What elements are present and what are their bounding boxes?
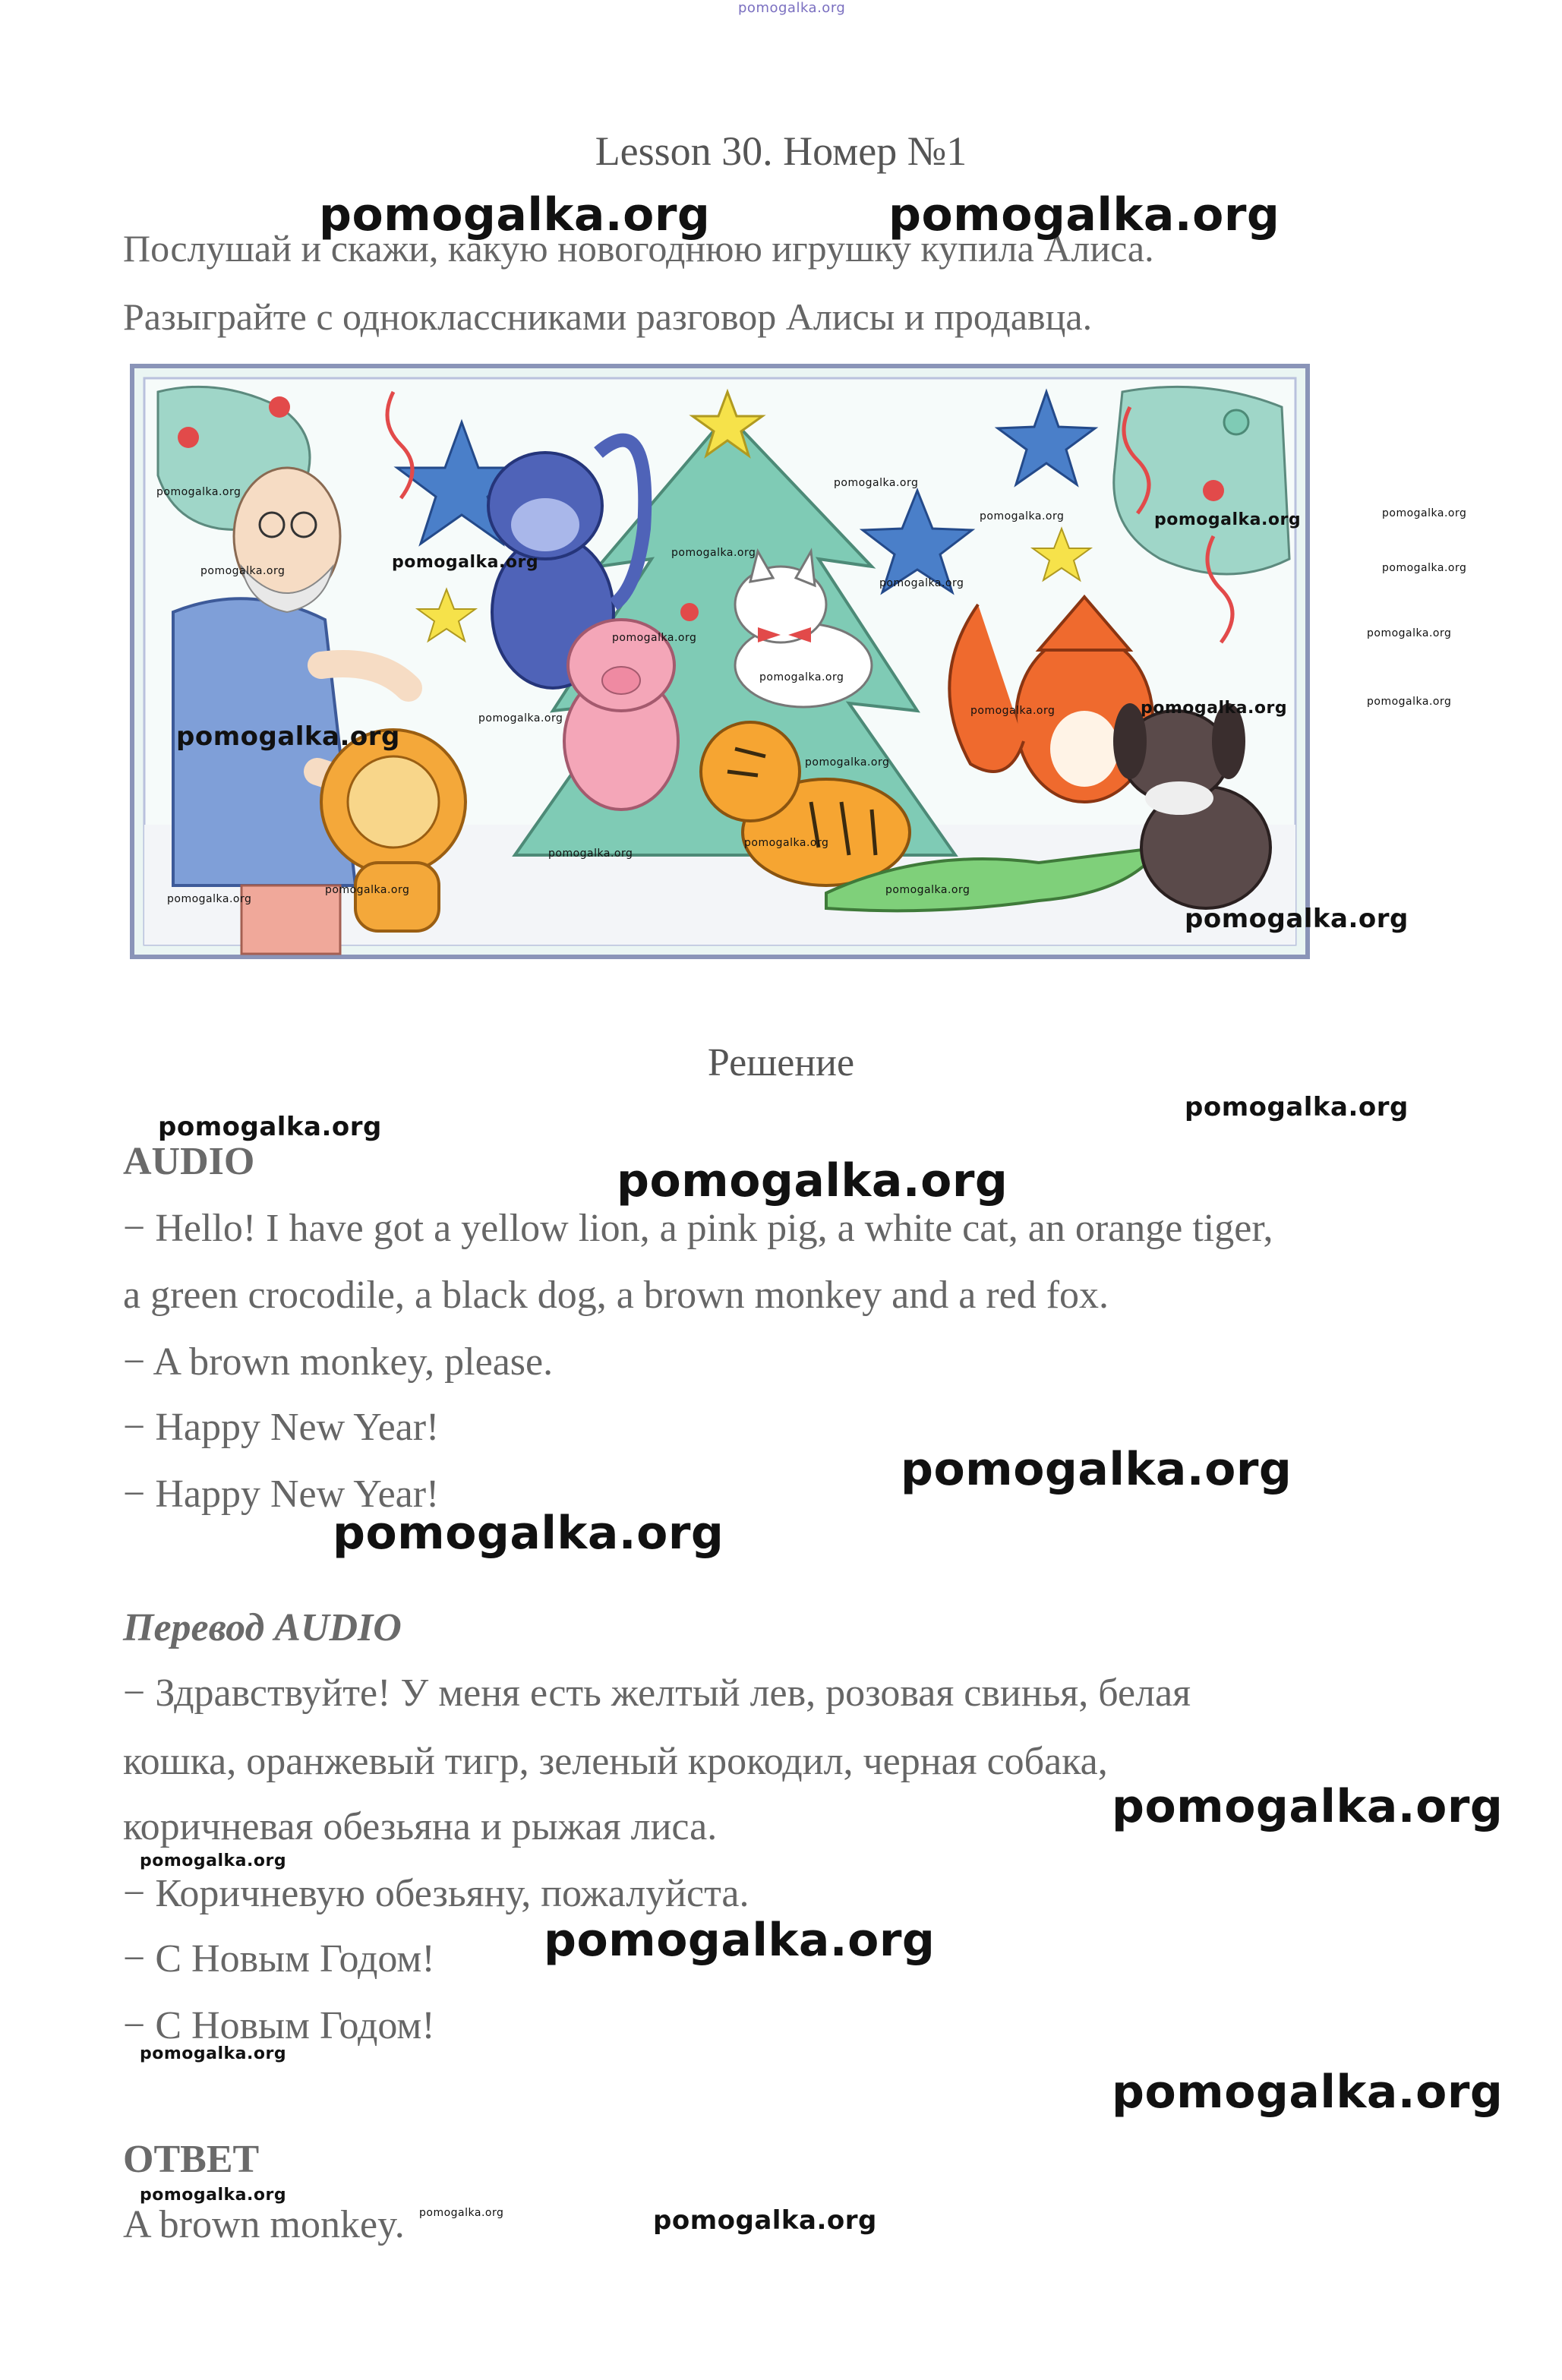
audio-line: − Happy New Year! bbox=[123, 1473, 440, 1516]
watermark: pomogalka.org bbox=[1112, 2066, 1504, 2119]
watermark: pomogalka.org bbox=[140, 1851, 287, 1870]
instruction-line-2: Разыграйте с одноклассниками разговор Алисы и продавца. bbox=[123, 295, 1093, 338]
illustration bbox=[128, 361, 1312, 961]
watermark: pomogalka.org bbox=[834, 477, 919, 489]
audio-line: − Happy New Year! bbox=[123, 1406, 440, 1449]
watermark: pomogalka.org bbox=[671, 547, 756, 559]
watermark: pomogalka.org bbox=[617, 1154, 1008, 1207]
translation-line: − С Новым Годом! bbox=[123, 1937, 435, 1981]
watermark: pomogalka.org bbox=[176, 721, 400, 752]
watermark: pomogalka.org bbox=[879, 577, 964, 589]
watermark: pomogalka.org bbox=[140, 2186, 287, 2205]
watermark: pomogalka.org bbox=[1185, 904, 1409, 934]
translation-line: − Здравствуйте! У меня есть желтый лев, розовая свинья, белая bbox=[123, 1671, 1191, 1715]
watermark: pomogalka.org bbox=[1382, 562, 1467, 574]
answer-text: A brown monkey. bbox=[123, 2203, 405, 2246]
watermark: pomogalka.org bbox=[1367, 696, 1452, 708]
watermark: pomogalka.org bbox=[1141, 699, 1288, 718]
watermark: pomogalka.org bbox=[167, 893, 252, 905]
watermark: pomogalka.org bbox=[759, 671, 844, 683]
watermark: pomogalka.org bbox=[325, 884, 410, 896]
watermark: pomogalka.org bbox=[901, 1443, 1292, 1496]
watermark: pomogalka.org bbox=[1154, 510, 1302, 529]
watermark: pomogalka.org bbox=[1382, 507, 1467, 519]
instruction-line-1: Послушай и скажи, какую новогоднюю игрушку купила Алиса. bbox=[123, 227, 1154, 270]
translation-line: − Коричневую обезьяну, пожалуйста. bbox=[123, 1872, 749, 1915]
watermark: pomogalka.org bbox=[612, 632, 697, 644]
watermark: pomogalka.org bbox=[888, 188, 1280, 241]
answer-heading: ОТВЕТ bbox=[123, 2138, 260, 2181]
watermark: pomogalka.org bbox=[392, 553, 539, 572]
watermark: pomogalka.org bbox=[200, 565, 286, 577]
watermark: pomogalka.org bbox=[333, 1507, 724, 1560]
watermark: pomogalka.org bbox=[419, 2207, 504, 2219]
translation-heading: Перевод AUDIO bbox=[123, 1606, 402, 1649]
watermark: pomogalka.org bbox=[885, 884, 970, 896]
translation-line: коричневая обезьяна и рыжая лиса. bbox=[123, 1805, 718, 1848]
watermark: pomogalka.org bbox=[140, 2044, 287, 2063]
watermark: pomogalka.org bbox=[1185, 1092, 1409, 1122]
audio-heading: AUDIO bbox=[123, 1140, 255, 1183]
watermark: pomogalka.org bbox=[805, 756, 890, 769]
translation-line: − С Новым Годом! bbox=[123, 2004, 435, 2047]
watermark: pomogalka.org bbox=[980, 510, 1065, 522]
watermark: pomogalka.org bbox=[653, 2205, 877, 2236]
audio-line: − Hello! I have got a yellow lion, a pink pig, a white cat, an orange tiger, bbox=[123, 1207, 1273, 1250]
audio-line: a green crocodile, a black dog, a brown monkey and a red fox. bbox=[123, 1274, 1109, 1317]
watermark: pomogalka.org bbox=[744, 837, 829, 849]
watermark: pomogalka.org bbox=[544, 1914, 936, 1967]
watermark: pomogalka.org bbox=[158, 1112, 382, 1142]
top-watermark: pomogalka.org bbox=[738, 0, 846, 16]
watermark: pomogalka.org bbox=[156, 486, 241, 498]
watermark: pomogalka.org bbox=[319, 188, 711, 241]
audio-line: − A brown monkey, please. bbox=[123, 1340, 554, 1384]
watermark: pomogalka.org bbox=[478, 712, 563, 724]
section-title: Решение bbox=[707, 1041, 855, 1084]
lesson-title: Lesson 30. Номер №1 bbox=[595, 128, 967, 174]
watermark: pomogalka.org bbox=[970, 705, 1056, 717]
watermark: pomogalka.org bbox=[548, 848, 633, 860]
watermark: pomogalka.org bbox=[1112, 1780, 1504, 1833]
translation-line: кошка, оранжевый тигр, зеленый крокодил, черная собака, bbox=[123, 1740, 1108, 1783]
watermark: pomogalka.org bbox=[1367, 627, 1452, 639]
